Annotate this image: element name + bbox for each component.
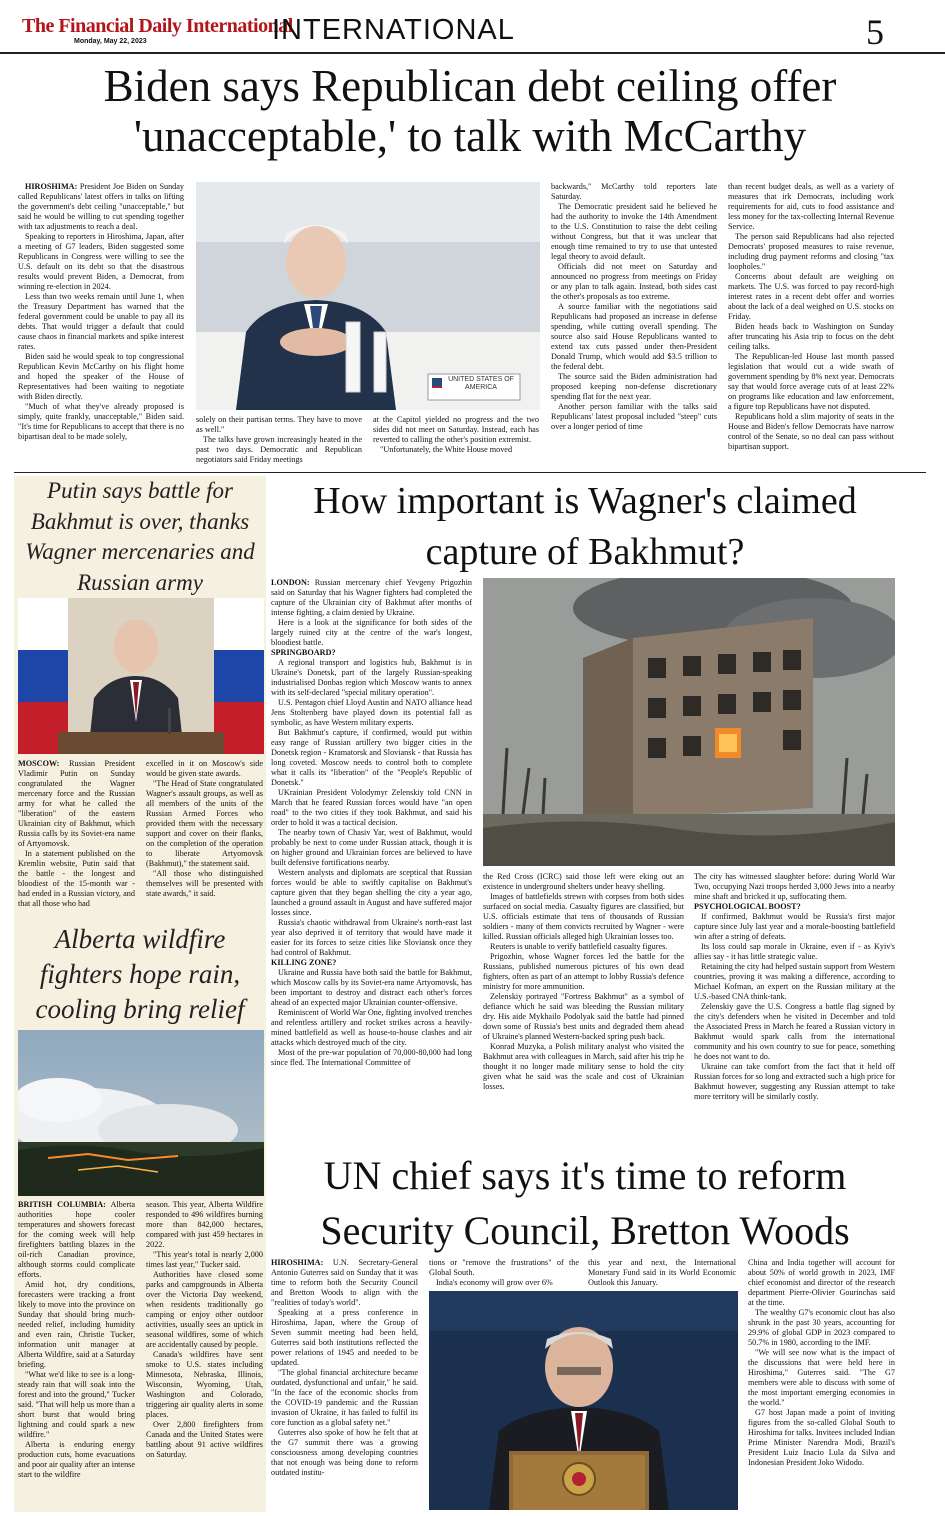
un-col-4: China and India together will account for about 50% of world growth in 2023, IMF chief economist and director of the research department Pierre-Olivier Gourinchas said at the time. The wealthy G7's economic clout has also shrunk in the past 30 years, accounting for 29.9% of global GDP in 2023 compared to 50.7% in 1980, according to the IMF. "We will see now what is the impact of the discussions that were held here in Hiroshima," Guterres said. "The G7 members were able to discuss with some of the most important emerging economies in the world." G7 host Japan made a point of inviting figures from the so-called Global South to Hiroshima for talks. Invitees included Indian Prime Minister Narendra Modi, Brazil's President Luiz Inacio Lula da Silva and Indonesian President Joko Widodo. xyxy=(748,1258,895,1467)
alberta-col-1: BRITISH COLUMBIA: Alberta authorities hope cooler temperatures and showers forecast for the coming week will help firefighters battling blazes in the oil-rich Canadian province, although storms could complicate efforts. Amid hot, dry conditions, forecasters were tracking a front likely to move into the province on Sunday that should bring much-needed relief, including humidity and even rain, Christie Tucker, information unit manager at Alberta Wildfire, said at a Saturday briefing. "What we'd like to see is a long-steady rain that will soak into the forest and into the ground," Tucker said. "That will help us more than a short burst that would bring lightning and could spark a new wildfire." Alberta is enduring energy production cuts, home evacuations and poor air quality after an intense start to the wildfire xyxy=(18,1200,135,1479)
biden-col-4: backwards," McCarthy told reporters late Saturday. The Democratic president said he believed he had the authority to invoke the 14th Amendment to the U.S. Constitution to raise the debt ceiling without Congress, but that it was unclear that enough time remained to try to use that untested legal theory to avoid default. Officials did not meet on Saturday and announced no progress from meetings on Friday or any plan to talk again. Instead, both sides cast the other's proposals as too extreme. A source familiar with the negotiations said Republicans had proposed an increase in defense spending, while cutting overall spending. The source also said House Republicans wanted to extend tax cuts passed under then-President Donald Trump, which would add $3.5 trillion to the federal debt. The source said the Biden administration had proposed keeping non-defense discretionary spending flat for the next year. Another person familiar with the talks said Republicans' latest proposal included "steep" cuts over a longer period of time xyxy=(551,182,717,431)
putin-col-1: MOSCOW: Russian President Vladimir Putin on Sunday congratulated the Wagner mercenary force and the Russian army for what he called the "liberation" of the eastern Ukrainian city of Bakhmut, which Russia calls by its Soviet-era name of Artyomovsk. In a statement published on the Kremlin website, Putin said that the battle - the longest and bloodiest of the 15-month war - had ended in a Russian victory, and that all those who had xyxy=(18,759,135,908)
un-dateline: HIROSHIMA: xyxy=(271,1258,324,1267)
page-number: 5 xyxy=(866,12,884,52)
putin-col-2: excelled in it on Moscow's side would be given state awards. "The Head of State congratulated Wagner's assault groups, as well as all members of the units of the Russian Armed Forces who provided them with the necessary support and cover on their flanks, on the completion of the operation to liberate Artyomovsk (Bakhmut)," the statement said. "All those who distinguished themselves will be presented with state awards," it said. xyxy=(146,759,263,898)
bakhmut-col-1: LONDON: Russian mercenary chief Yevgeny Prigozhin said on Saturday that his Wagner fighters had completed the capture of the Ukrainian city of Bakhmut after months of intense fighting, a claim denied by Ukraine. Here is a look at the significance for both sides of the largely ruined city at the centre of the war's longest, bloodiest battle. SPRINGBOARD? A regional transport and logistics hub, Bakhmut is in Ukraine's Donetsk, part of the largely Russian-speaking industrialised Donbas region which Moscow wants to annex with its self-declared "special military operation". U.S. Pentagon chief Lloyd Austin and NATO alliance head Jens Stoltenberg have played down its potential fall as symbolic, as have Western military experts. But Bakhmut's capture, if confirmed, would put within easy range of Russian artillery two bigger cities in the Donetsk region - Kramatorsk and Sloviansk - that Russia has long coveted. Moscow needs to control both to complete what it calls its "liberation" of the "People's Republic of Donetsk." UKrainian President Volodymyr Zelenskiy told CNN in March that he feared Russian forces would have "an open road" to the two cities if they took Bakhmut, and said his order to hold it was a tactical decision. The nearby town of Chasiv Yar, west of Bakhmut, would probably be next to come under Russian attack, though it is on higher ground and Ukrainian forces are believed to have built defensive fortifications nearby. Western analysts and diplomats are sceptical that Russian forces would be able to swiftly capitalise on Bakhmut's capture given that they began shelling the city a year ago, launched a ground assault in August and have suffered major losses since. Russia's chaotic withdrawal from Ukraine's north-east last year also deprived it of territory that would have made it easier for its forces to seize cities like Sloviansk once they had control of Bakhmut. KILLING ZONE? Ukraine and Russia have both said the battle for Bakhmut, which Moscow calls by its Soviet-era name Artyomovsk, has been important to destroy and distract each other's forces ahead of an expected major Ukrainian counter-offensive. Reminiscent of World War One, fighting involved trenches and relentless artillery and rocket strikes across a heavily-mined battlefield as well as house-to-house clashes and air attacks which destroyed much of the city. Most of the pre-war population of 70,000-80,000 had long since fled. The International Committee of xyxy=(271,578,472,1067)
issue-date: Monday, May 22, 2023 xyxy=(74,38,147,45)
placard-text: UNITED STATES OF AMERICA xyxy=(448,376,514,392)
biden-col-5: than recent budget deals, as well as a variety of measures that irk Democrats, including work requirements for aid, cuts to food assistance and less money for the tax-collecting Internal Revenue Service. The person said Republicans had also rejected Democrats' proposed measures to raise revenue, including drug payment reforms and closing "tax loopholes." Concerns about default are weighing on markets. The U.S. was forced to pay record-high interest rates in a recent debt offer and worries about the lack of a deal weighed on U.S. stocks on Friday. Biden heads back to Washington on Sunday after truncating his Asia trip to focus on the debt ceiling talks. The Republican-led House last month passed legislation that would cut a wide swath of government spending by 8% next year. Democrats say that would force average cuts of at least 22% on programs like education and law enforcement, a figure top Republicans have not disputed. Republicans hold a slim majority of seats in the House and Biden's fellow Democrats have narrow control of the Senate, so no deal can pass without bipartisan support. xyxy=(728,182,894,451)
un-col-1: HIROSHIMA: U.N. Secretary-General Antonio Guterres said on Sunday that it was time to reform both the Security Council and Bretton Woods to align with the "realities of today's world". Speaking at a press conference in Hiroshima, Japan, where the Group of Seven summit meeting had been held, Guterres said both institutions reflected the power relations of 1945 and needed to be updated. "The global financial architecture became outdated, dysfunctional and unfair," he said. "In the face of the economic shocks from the COVID-19 pandemic and the Russian invasion of Ukraine, it has failed to fulfil its core function as a global safety net." Guterres also spoke of how he felt that at the G7 summit there was a growing consciousness among developing countries that not enough was being done to reform outdated institu- xyxy=(271,1258,418,1477)
section-divider xyxy=(14,472,926,473)
putin-headline: Putin says battle for Bakhmut is over, thanks Wagner mercenaries and Russian army xyxy=(25,478,255,595)
un-headline: UN chief says it's time to reform Security Council, Bretton Woods xyxy=(320,1153,850,1254)
biden-col-2: solely on their partisan terms. They have to move as well." The talks have grown increasingly heated in the past two days. Democratic and Republican negotiators said Friday meetings xyxy=(196,415,362,464)
bakhmut-col-3: The city has witnessed slaughter before: during World War Two, occupying Nazi troops herded 3,000 Jews into a nearby mine shaft and bricked it up, suffocating them. PSYCHOLOGICAL BOOST? If confirmed, Bakhmut would be Russia's first major capture since July last year and a morale-boosting battlefield win after a string of defeats. Its loss could sap morale in Ukraine, even if - as Kyiv's allies say - it has little strategic value. Retaining the city had helped sustain support from Western countries, proving it was making a difference, according to Michael Kofman, an expert on the Russian military at the U.S.-based CNA think-tank. Zelenskiy gave the U.S. Congress a battle flag signed by the city's defenders when he visited in December and told the Associated Press in March he feared a Russian victory in Bakhmut would spark calls from the international community and his own country to sue for peace, something he does not want to do. Ukraine can take comfort from the fact that it held off Russian forces for so long and extracted such a high price for Bakhmut however, suggesting any Russian attempt to take more territory will be similarly costly. xyxy=(694,872,895,1101)
section-title: INTERNATIONAL xyxy=(272,14,515,46)
biden-dateline: HIROSHIMA: xyxy=(25,182,78,191)
biden-col-3: at the Capitol yielded no progress and the two sides did not meet on Saturday. Instead, each has reverted to calling the other's position extremist. "Unfortunately, the White House moved xyxy=(373,415,539,454)
bakhmut-photo xyxy=(483,578,895,866)
biden-headline: Biden says Republican debt ceiling offer 'unacceptable,' to talk with McCarthy xyxy=(103,61,837,161)
un-col-2: tions or "remove the frustrations" of the Global South. India's economy will grow over 6% xyxy=(429,1258,579,1287)
wildfire-photo xyxy=(18,1030,264,1196)
bakhmut-headline: How important is Wagner's claimed capture of Bakhmut? xyxy=(313,480,857,573)
alberta-col-2: season. This year, Alberta Wildfire responded to 496 wildfires burning more than 842,000 hectares, compared with just 459 hectares in 2022. "This year's total is nearly 2,000 times last year," Tucker said. Authorities have closed some parks and campgrounds in Alberta over the Victoria Day weekend, when residents traditionally go camping or enjoy other outdoor activities, usually sees an uptick in seasonal wildfires, some of which are accidentally caused by people. Canada's wildfires have sent smoke to U.S. states including Minnesota, Nebraska, Illinois, Wisconsin, Wyoming, Utah, Washington and Colorado, triggering air quality alerts in some places. Over 2,800 firefighters from Canada and the United States were battling about 91 active wildfires on Saturday. xyxy=(146,1200,263,1459)
alberta-headline: Alberta wildfire fighters hope rain, cooling bring relief xyxy=(35,924,245,1025)
bakhmut-col-2: the Red Cross (ICRC) said those left were eking out an existence in underground shelters under heavy shelling. Images of battlefields strewn with corpses from both sides surfaced on social media. Casualty figures are classified, but U.S. officials estimate that tens of thousands of Russian soldiers - many of them convicts recruited by Wagner - were killed. Russian officials alleged high Ukrainian losses too. Reuters is unable to verify battlefield casualty figures. Prigozhin, whose Wagner forces led the battle for the Russians, published numerous pictures of his own dead fighters, often as part of an attempt to lobby Russia's defence ministry for more ammunition. Zelenskiy portrayed "Fortress Bakhmut" as a symbol of defiance which he said was bleeding the Russian military dry. His aide Mykhailo Podolyak said the battle had pinned down some of Russia's best units and degraded them ahead of Ukraine's planned Western-backed spring push back. Konrad Muzyka, a Polish military analyst who visited the Bakhmut area with colleagues in March, said after his trip he thought it no longer made military sense to hold the city given what he said was the scale and cost of Ukrainian losses. xyxy=(483,872,684,1091)
biden-photo xyxy=(196,182,540,410)
alberta-dateline: BRITISH COLUMBIA: xyxy=(18,1200,106,1209)
putin-dateline: MOSCOW: xyxy=(18,759,60,768)
bakhmut-dateline: LONDON: xyxy=(271,578,310,587)
un-col-3: this year and next, the International Monetary Fund said in its World Economic Outlook this January. xyxy=(588,1258,736,1287)
paper-name: The Financial Daily International xyxy=(22,15,293,37)
putin-photo xyxy=(18,598,264,754)
masthead xyxy=(0,0,945,54)
biden-col-1: HIROSHIMA: President Joe Biden on Sunday called Republicans' latest offers in talks on lifting the government's debt ceiling "unacceptable," but said he would be willing to cut spending together with tax adjustments to reach a deal. Speaking to reporters in Hiroshima, Japan, after a meeting of G7 leaders, Biden suggested some Republicans in Congress were willing to see the U.S. default on its debt so that the disastrous results would prevent Biden, a Democrat, from winning re-election in 2024. Less than two weeks remain until June 1, when the Treasury Department has warned that the federal government could be unable to pay all its debts. That would trigger a default that could cause chaos in financial markets and spike interest rates. Biden said he would speak to top congressional Republican Kevin McCarthy on his flight home and hoped the speaker of the House of Representatives had been waiting to negotiate with Biden directly. "Much of what they've already proposed is simply, quite frankly, unacceptable," Biden said. "It's time for Republicans to accept that there is no bipartisan deal to be made solely, xyxy=(18,182,184,441)
guterres-photo xyxy=(429,1291,738,1510)
